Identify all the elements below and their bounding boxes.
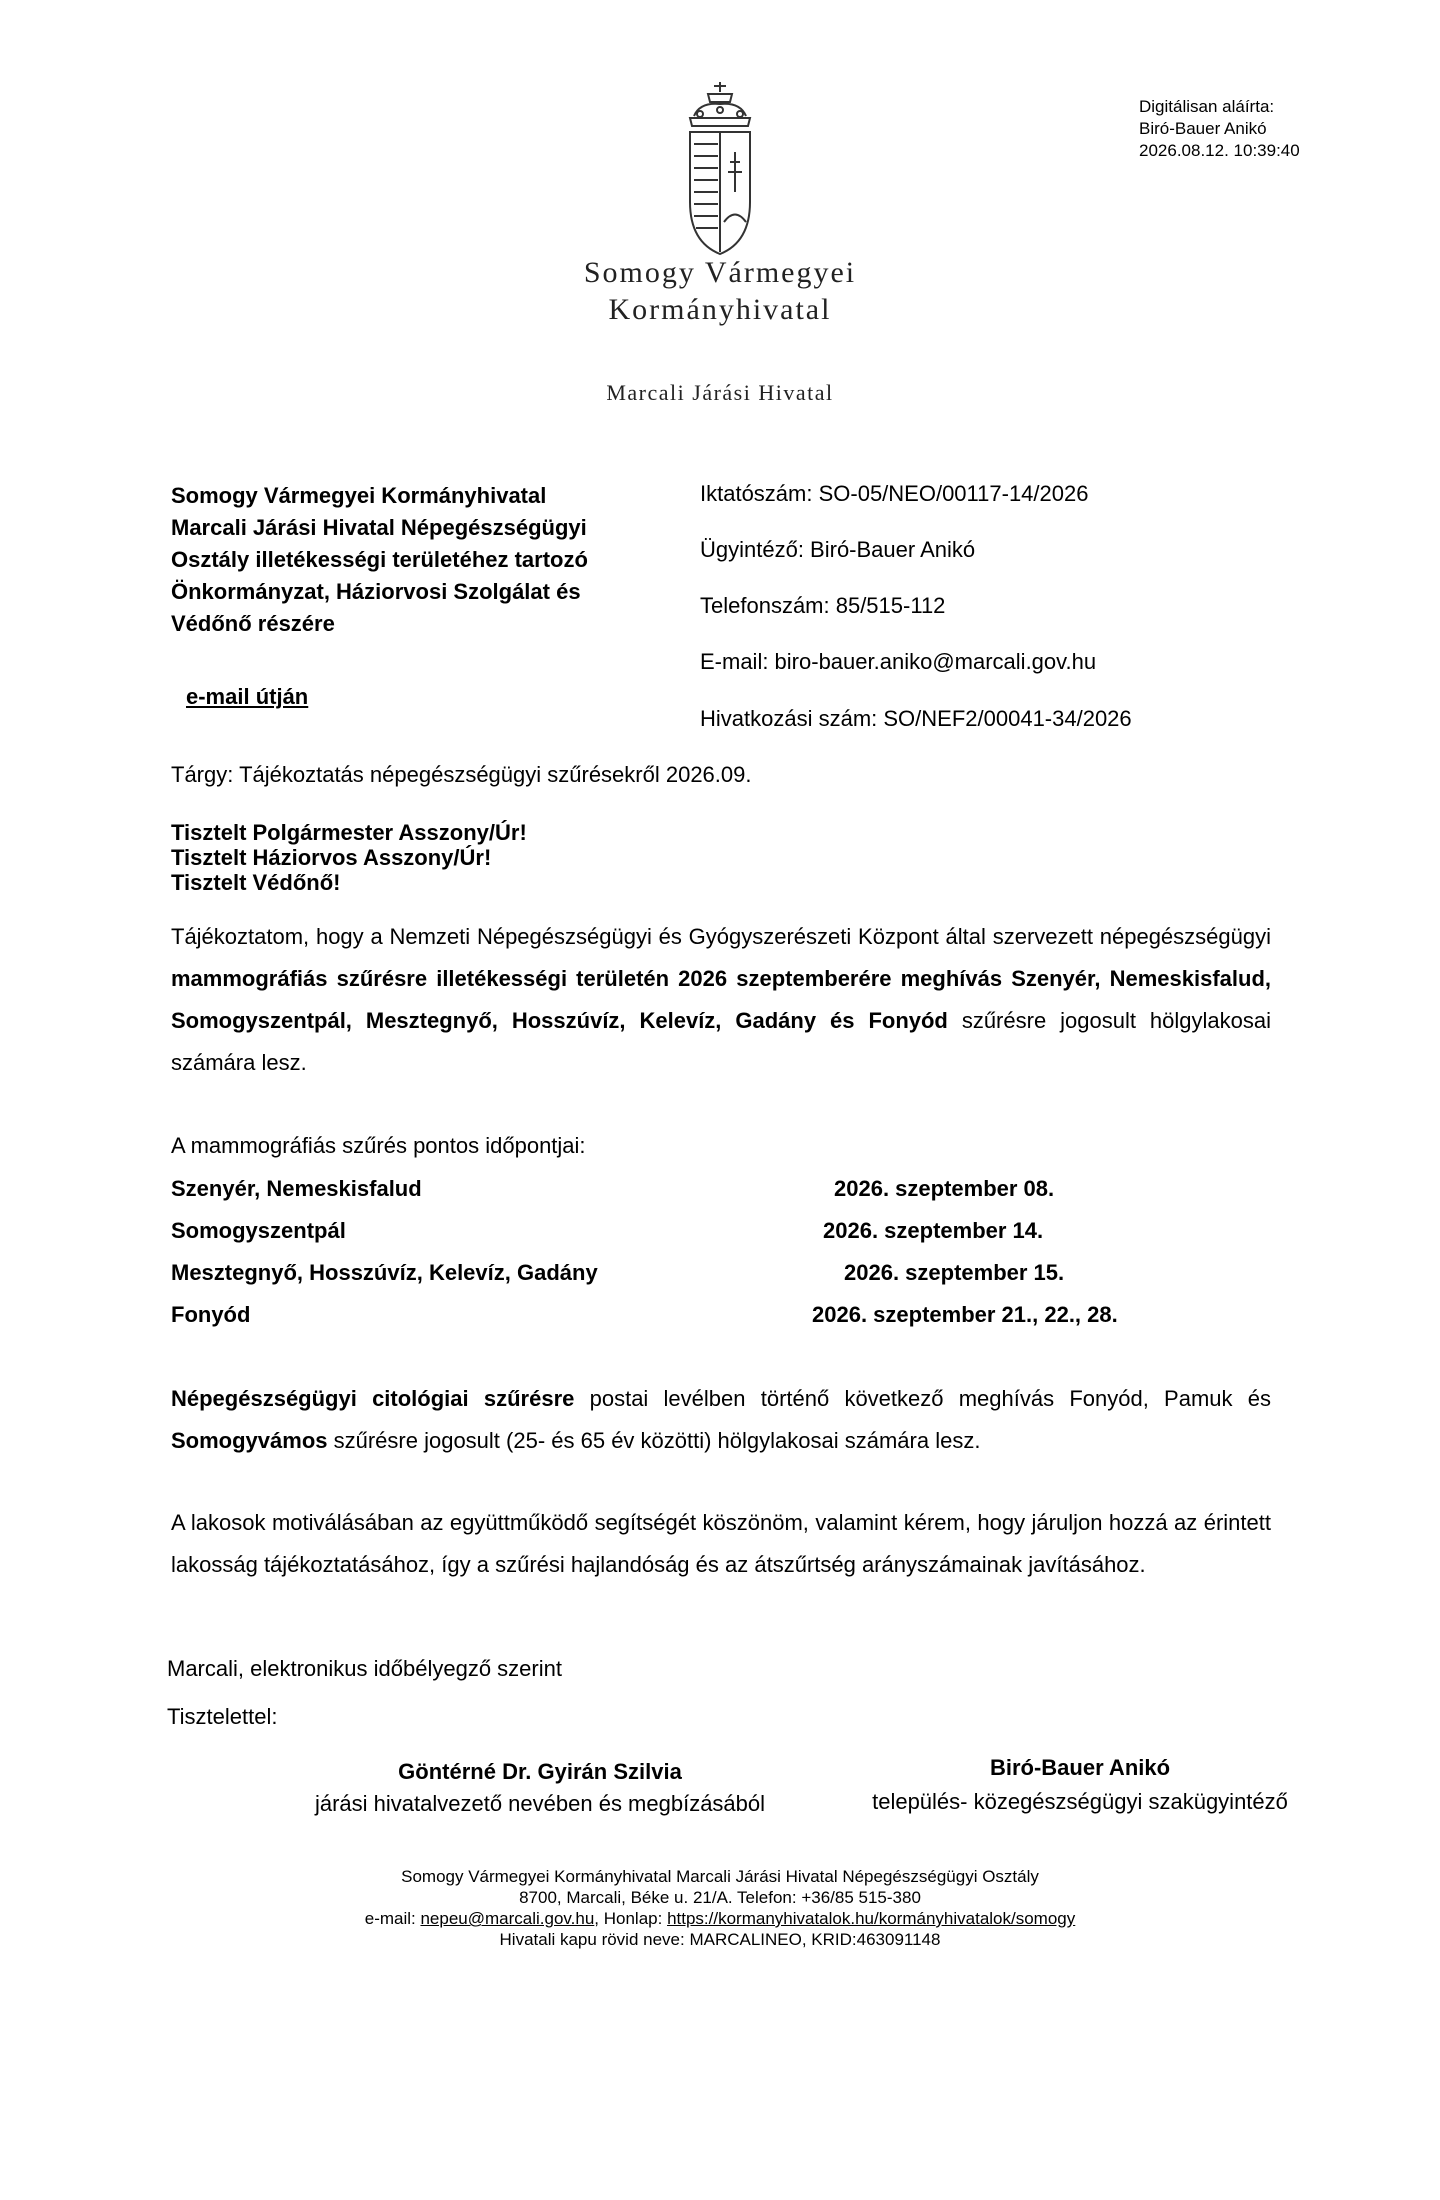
bold-run: mammográfiás szűrésre illetékességi területén 2026 szeptemberére meghívás Szenyér, Nemeskisfalud, Somogyszentpál, Mesztegnyő, Hosszúvíz, Kelevíz, Gadány és Fonyód — [171, 966, 1271, 1033]
text-run: szűrésre jogosult (25- és 65 év közötti) hölgylakosai számára lesz. — [327, 1428, 981, 1453]
schedule-place: Fonyód — [171, 1302, 251, 1327]
footer-email-label: e-mail: — [364, 1909, 421, 1928]
org-name-line-1: Somogy Vármegyei — [583, 256, 857, 289]
text-run: postai levélben történő következő meghívás Fonyód, Pamuk és — [574, 1386, 1271, 1411]
schedule-date: 2026. szeptember 08. — [834, 1176, 1055, 1201]
schedule-place: Szenyér, Nemeskisfalud — [171, 1176, 422, 1201]
digital-signature-note — [1139, 96, 1300, 162]
text-run: szűrésre jogosult hölgylakosai számára lesz. — [171, 1008, 1271, 1075]
footer-line: Somogy Vármegyei Kormányhivatal Marcali Járási Hivatal Népegészségügyi Osztály — [401, 1867, 1039, 1886]
schedule-place: Somogyszentpál — [171, 1218, 346, 1243]
addressee-line: Önkormányzat, Háziorvosi Szolgálat és — [171, 579, 581, 604]
office-name: Marcali Járási Hivatal — [606, 380, 834, 405]
addressee-block — [171, 480, 691, 640]
schedule-place: Mesztegnyő, Hosszúvíz, Kelevíz, Gadány — [171, 1260, 598, 1285]
phone-number: Telefonszám: 85/515-112 — [700, 593, 946, 618]
addressee-line: Somogy Vármegyei Kormányhivatal — [171, 483, 547, 508]
footer-line: Hivatali kapu rövid neve: MARCALINEO, KRID:463091148 — [499, 1930, 941, 1949]
coat-of-arms-icon — [680, 82, 760, 260]
place-and-date: Marcali, elektronikus időbélyegző szerint — [167, 1656, 562, 1681]
signer-name: Biró-Bauer Anikó — [989, 1755, 1171, 1780]
signer-role: járási hivatalvezető nevében és megbízásából — [314, 1791, 766, 1816]
registry-number: Iktatószám: SO-05/NEO/00117-14/2026 — [700, 481, 1089, 506]
closing-salutation: Tisztelettel: — [167, 1704, 278, 1729]
addressee-line: Védőnő részére — [171, 611, 335, 636]
schedule-date: 2026. szeptember 15. — [844, 1260, 1065, 1285]
footer-email-link[interactable]: nepeu@marcali.gov.hu — [420, 1909, 595, 1928]
greeting-line: Tisztelt Védőnő! — [171, 870, 341, 895]
signer-name: Göntérné Dr. Gyirán Szilvia — [398, 1759, 682, 1784]
schedule-date: 2026. szeptember 14. — [823, 1218, 1044, 1243]
schedule-intro: A mammográfiás szűrés pontos időpontjai: — [171, 1133, 586, 1158]
signer-right — [830, 1752, 1330, 1820]
footer-website-link[interactable]: https://kormanyhivatalok.hu/kormányhivatalok/somogy — [667, 1909, 1076, 1928]
signature-line-2: Biró-Bauer Anikó — [1139, 119, 1267, 138]
signer-role: település- közegészségügyi szakügyintéző — [872, 1789, 1288, 1814]
greeting-line: Tisztelt Polgármester Asszony/Úr! — [171, 820, 527, 845]
signature-line-3: 2026.08.12. 10:39:40 — [1139, 141, 1300, 160]
greeting-block — [171, 820, 527, 895]
bold-run: Népegészségügyi citológiai szűrésre — [171, 1386, 575, 1411]
paragraph-cytology — [171, 1378, 1271, 1462]
greeting-line: Tisztelt Háziorvos Asszony/Úr! — [171, 845, 492, 870]
delivery-method: e-mail útján — [186, 684, 309, 709]
footer-web-label: , Honlap: — [594, 1909, 668, 1928]
signer-left — [280, 1756, 800, 1820]
case-officer: Ügyintéző: Biró-Bauer Anikó — [700, 537, 976, 562]
bold-run: Somogyvámos — [171, 1428, 328, 1453]
paragraph-request: A lakosok motiválásában az együttműködő segítségét köszönöm, valamint kérem, hogy járuljon hozzá az érintett lakosság tájékoztatásához, így a szűrési hajlandóság és az átszűrtség arányszámainak javításához. — [171, 1510, 1271, 1577]
email-address: E-mail: biro-bauer.aniko@marcali.gov.hu — [700, 649, 1097, 674]
reference-number: Hivatkozási szám: SO/NEF2/00041-34/2026 — [700, 706, 1132, 731]
addressee-line: Osztály illetékességi területéhez tartozó — [171, 547, 588, 572]
subject-line: Tárgy: Tájékoztatás népegészségügyi szűrésekről 2026.09. — [171, 762, 752, 787]
footer-contact-line — [220, 1908, 1220, 1929]
paragraph-mammography — [171, 916, 1271, 1084]
org-name-line-2: Kormányhivatal — [608, 293, 832, 326]
schedule-date: 2026. szeptember 21., 22., 28. — [812, 1302, 1118, 1327]
footer-line: 8700, Marcali, Béke u. 21/A. Telefon: +36/85 515-380 — [519, 1888, 921, 1907]
addressee-line: Marcali Járási Hivatal Népegészségügyi — [171, 515, 587, 540]
signature-line-1: Digitálisan aláírta: — [1139, 97, 1275, 116]
page-footer — [220, 1866, 1220, 1950]
text-run: Tájékoztatom, hogy a Nemzeti Népegészségügyi és Gyógyszerészeti Központ által szervezett népegészségügyi — [171, 924, 1271, 949]
